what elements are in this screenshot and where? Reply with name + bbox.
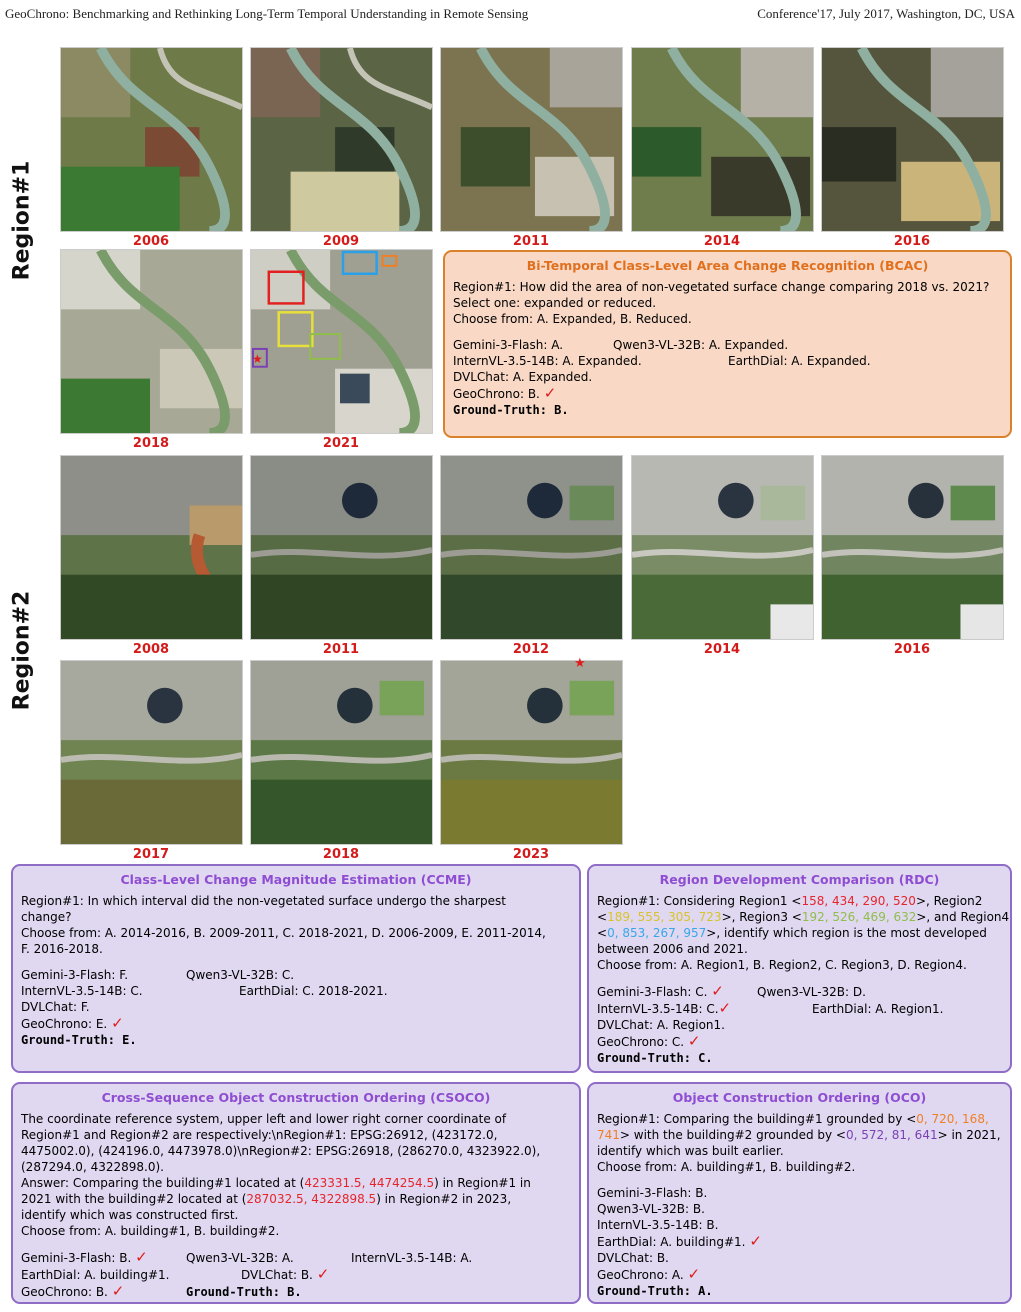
- answer-gemini: Gemini-3-Flash: B.: [21, 1251, 132, 1265]
- answer-dvlchat: DVLChat: A. Expanded.: [453, 370, 593, 384]
- check-icon: ✓: [111, 1014, 124, 1032]
- year-label: 2009: [322, 234, 360, 249]
- check-icon: ✓: [543, 384, 557, 402]
- answer-qwen: Qwen3-VL-32B: B.: [597, 1202, 705, 1216]
- check-icon: ✓: [111, 1282, 125, 1300]
- rdc-question: between 2006 and 2021.: [597, 942, 748, 956]
- check-icon: ✓: [687, 1265, 701, 1283]
- oco-panel: [587, 1082, 1012, 1304]
- ccme-choices: F. 2016-2018.: [21, 942, 103, 956]
- csoco-question: Answer: Comparing the building#1 located at (423331.5, 4474254.5) in Region#1 in: [21, 1176, 531, 1190]
- region2-image-2016: [821, 455, 1004, 640]
- csoco-question: 2021 with the building#2 located at (287032.5, 4322898.5) in Region#2 in 2023,: [21, 1192, 512, 1206]
- year-label: 2012: [512, 642, 550, 657]
- year-label: 2018: [132, 436, 170, 451]
- answer-internvl: InternVL-3.5-14B: A.: [351, 1251, 473, 1265]
- answer-internvl: InternVL-3.5-14B: A. Expanded.: [453, 354, 642, 368]
- region1-image-2014: [631, 47, 814, 232]
- answer-qwen: Qwen3-VL-32B: C.: [186, 968, 295, 982]
- answer-earthdial: EarthDial: A. building#1.: [21, 1268, 170, 1282]
- csoco-choices: Choose from: A. building#1, B. building#2.: [21, 1224, 280, 1238]
- answer-geochrono: GeoChrono: A.: [597, 1268, 684, 1282]
- region2-image-2018: [250, 660, 433, 845]
- year-label: 2006: [132, 234, 170, 249]
- year-label: 2014: [703, 642, 741, 657]
- year-label: 2017: [132, 847, 170, 862]
- answer-gemini: Gemini-3-Flash: B.: [597, 1186, 708, 1200]
- year-label: 2023: [512, 847, 550, 862]
- bcac-panel: [443, 250, 1012, 438]
- region1-image-2011: [440, 47, 623, 232]
- ccme-panel: [11, 864, 581, 1073]
- ccme-choices: Choose from: A. 2014-2016, B. 2009-2011, C. 2018-2021, D. 2006-2009, E. 2011-2014,: [21, 926, 546, 940]
- oco-choices: Choose from: A. building#1, B. building#2.: [597, 1160, 856, 1174]
- check-icon: ✓: [687, 1032, 701, 1050]
- answer-geochrono: GeoChrono: C.: [597, 1035, 685, 1049]
- answer-qwen: Qwen3-VL-32B: A. Expanded.: [613, 338, 789, 352]
- year-label: 2016: [893, 642, 931, 657]
- year-label: 2021: [322, 436, 360, 451]
- answer-internvl: InternVL-3.5-14B: C.: [597, 1002, 719, 1016]
- csoco-context: 4475002.0), (424196.0, 4473978.0)\nRegion#2: EPSG:26918, (286270.0, 4323922.0),: [21, 1144, 541, 1158]
- rdc-question: Region#1: Considering Region1 <158, 434, 290, 520>, Region2: [597, 894, 983, 908]
- bcac-choices: Choose from: A. Expanded, B. Reduced.: [453, 312, 692, 326]
- csoco-context: (287294.0, 4322898.0).: [21, 1160, 164, 1174]
- check-icon: ✓: [316, 1265, 330, 1283]
- answer-gemini: Gemini-3-Flash: C.: [597, 985, 708, 999]
- bcac-title: Bi-Temporal Class-Level Area Change Recognition (BCAC): [526, 258, 929, 273]
- ccme-title: Class-Level Change Magnitude Estimation (CCME): [120, 872, 472, 887]
- year-label: 2018: [322, 847, 360, 862]
- bcac-question: Select one: expanded or reduced.: [453, 296, 657, 310]
- ccme-question: Region#1: In which interval did the non-vegetated surface undergo the sharpest: [21, 894, 506, 908]
- region2-image-2008: [60, 455, 243, 640]
- answer-internvl: InternVL-3.5-14B: B.: [597, 1218, 719, 1232]
- answer-gemini: Gemini-3-Flash: A.: [453, 338, 564, 352]
- region2-image-2012: [440, 455, 623, 640]
- region1-image-2016: [821, 47, 1004, 232]
- csoco-panel: [11, 1082, 581, 1304]
- year-label: 2014: [703, 234, 741, 249]
- answer-earthdial: EarthDial: A. Region1.: [812, 1002, 944, 1016]
- rdc-question: <0, 853, 267, 957>, identify which region is the most developed: [597, 926, 987, 940]
- csoco-context: Region#1 and Region#2 are respectively:\nRegion#1: EPSG:26912, (423172.0,: [21, 1128, 498, 1142]
- answer-dvlchat: DVLChat: B.: [597, 1251, 669, 1265]
- region1-label: Region#1: [9, 160, 35, 281]
- rdc-title: Region Development Comparison (RDC): [659, 872, 940, 887]
- rdc-choices: Choose from: A. Region1, B. Region2, C. Region3, D. Region4.: [597, 958, 967, 972]
- answer-dvlchat: DVLChat: F.: [21, 1000, 90, 1014]
- ground-truth: Ground-Truth: C.: [597, 1051, 713, 1065]
- region2-image-2023: [440, 660, 623, 845]
- csoco-context: The coordinate reference system, upper left and lower right corner coordinate of: [21, 1112, 507, 1126]
- csoco-question: identify which was constructed first.: [21, 1208, 239, 1222]
- region2-image-2014: [631, 455, 814, 640]
- year-label: 2011: [512, 234, 550, 249]
- ccme-question: change?: [21, 910, 72, 924]
- year-label: 2016: [893, 234, 931, 249]
- ground-truth: Ground-Truth: A.: [597, 1284, 713, 1298]
- answer-geochrono: GeoChrono: E.: [21, 1017, 108, 1031]
- csoco-title: Cross-Sequence Object Construction Ordering (CSOCO): [101, 1090, 491, 1105]
- region1-image-2018: [60, 249, 243, 434]
- check-icon: ✓: [711, 982, 724, 1000]
- answer-geochrono: GeoChrono: B.: [453, 387, 540, 401]
- region1-image-2009: [250, 47, 433, 232]
- year-label: 2011: [322, 642, 360, 657]
- answer-qwen: Qwen3-VL-32B: A.: [186, 1251, 294, 1265]
- running-header-title: GeoChrono: Benchmarking and Rethinking Long-Term Temporal Understanding in Remote Sensing: [5, 6, 529, 21]
- oco-question: identify which was built earlier.: [597, 1144, 784, 1158]
- answer-earthdial: EarthDial: A. building#1.: [597, 1235, 746, 1249]
- oco-title: Object Construction Ordering (OCO): [672, 1090, 927, 1105]
- oco-question: Region#1: Comparing the building#1 grounded by <0, 720, 168,: [597, 1112, 989, 1126]
- answer-earthdial: EarthDial: C. 2018-2021.: [239, 984, 388, 998]
- rdc-question: <189, 555, 305, 723>, Region3 <192, 526, 469, 632>, and Region4: [597, 910, 1010, 924]
- rdc-panel: [587, 864, 1012, 1073]
- running-header-venue: Conference'17, July 2017, Washington, DC, USA: [757, 6, 1015, 21]
- answer-qwen: Qwen3-VL-32B: D.: [757, 985, 866, 999]
- answer-earthdial: EarthDial: A. Expanded.: [728, 354, 871, 368]
- year-label: 2008: [132, 642, 170, 657]
- answer-dvlchat: DVLChat: A. Region1.: [597, 1018, 725, 1032]
- star-marker: ★: [574, 656, 586, 671]
- region2-label: Region#2: [9, 590, 35, 711]
- check-icon: ✓: [749, 1232, 762, 1250]
- region2-image-2011: [250, 455, 433, 640]
- check-icon: ✓: [718, 999, 732, 1017]
- bcac-question: Region#1: How did the area of non-vegetated surface change comparing 2018 vs. 2021?: [453, 280, 990, 294]
- answer-dvlchat: DVLChat: B.: [241, 1268, 313, 1282]
- region2-image-2017: [60, 660, 243, 845]
- answer-gemini: Gemini-3-Flash: F.: [21, 968, 129, 982]
- oco-question: 741> with the building#2 grounded by <0, 572, 81, 641> in 2021,: [597, 1128, 1001, 1142]
- ground-truth: Ground-Truth: B.: [453, 403, 569, 417]
- region1-image-2006: [60, 47, 243, 232]
- region1-image-2021: [250, 249, 433, 434]
- answer-internvl: InternVL-3.5-14B: C.: [21, 984, 143, 998]
- answer-geochrono: GeoChrono: B.: [21, 1285, 108, 1299]
- ground-truth: Ground-Truth: B.: [186, 1285, 302, 1299]
- star-marker: ★: [252, 352, 263, 366]
- check-icon: ✓: [135, 1248, 148, 1266]
- ground-truth: Ground-Truth: E.: [21, 1033, 137, 1047]
